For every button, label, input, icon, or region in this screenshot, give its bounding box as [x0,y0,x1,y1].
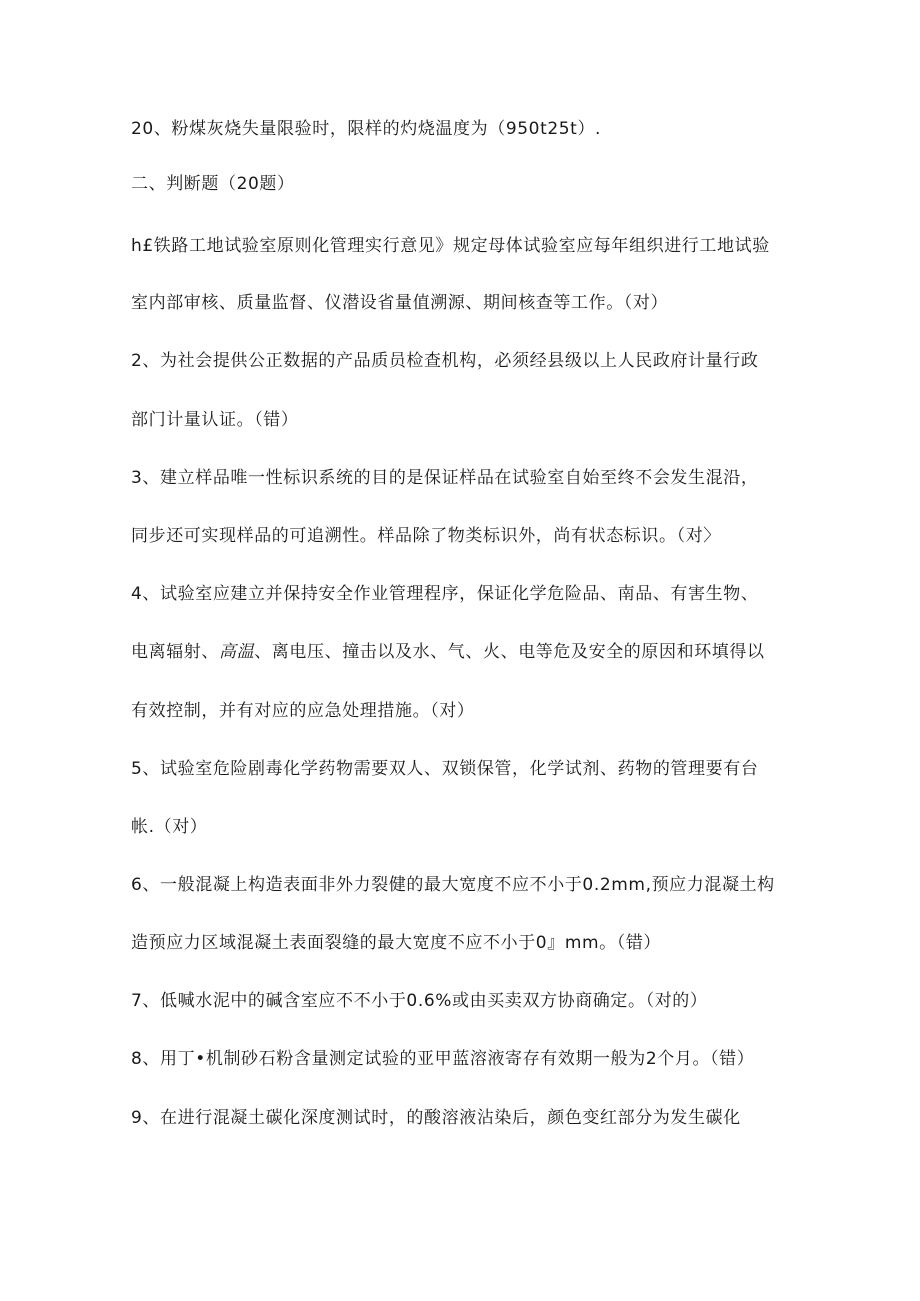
judgment-2-line-2: 部门计量认证。（错） [131,410,299,430]
judgment-1-line-2: 室内部审核、质量监督、仪潜设省量值溯源、期间核查等工作。（对） [131,293,669,313]
judgment-3-line-1: 3、建立样品唯一性标识系统的目的是保证样品在试验室自始至终不会发生混沿， [131,468,759,488]
judgment-9-line-1: 9、在进行混凝土碳化深度测试时，的酸溶液沾染后，颜色变红部分为发生碳化 [131,1108,741,1128]
section-heading-judgment: 二、判断题（20题） [131,174,295,194]
judgment-4-line-2-part-3: 、离电压、撞击以及水、气、火、电等危及安全的原因和环填得以 [254,642,765,662]
judgment-5-line-1: 5、试验室危险剧毒化学药物需要双人、双锁保管，化学试剂、药物的管理要有台 [131,759,759,779]
judgment-5-line-2: 帐.（对） [131,817,208,837]
question-20-line: 20、粉煤灰烧失量限验时，限样的灼烧温度为（950t25t）. [131,119,602,139]
judgment-6-line-2: 造预应力区域混凝土表面裂缝的最大宽度不应不小于0』mm。（错） [131,933,662,953]
judgment-1-line-1: h£铁路工地试验室原则化管理实行意见》规定母体试验室应每年组织进行工地试验 [131,236,770,256]
judgment-4-line-2-italic: 高温 [219,642,255,662]
judgment-7-line: 7、低喊水泥中的碱含室应不不小于0.6%或由买卖双方协商确定。（对的） [131,991,708,1011]
judgment-6-line-1: 6、一般混凝上构造表面非外力裂健的最大宽度不应不小于0.2mm,预应力混凝土构 [131,875,775,895]
judgment-3-line-2: 同步还可实现样品的可追溯性。样品除了物类标识外，尚有状态标识。（对〉 [131,526,721,546]
judgment-4-line-3: 有效控制，并有对应的应急处理措施。（对） [131,701,475,721]
judgment-8-line: 8、用丁•机制砂石粉含量测定试验的亚甲蓝溶液寄存有效期一般为2个月。（错） [131,1049,755,1069]
judgment-4-line-2-part-1: 电离辐射、 [131,642,219,662]
judgment-2-line-1: 2、为社会提供公正数据的产品质员检查机构，必须经县级以上人民政府计量行政 [131,351,759,371]
judgment-4-line-1: 4、试验室应建立并保持安全作业管理程序，保证化学危险品、南品、有害生物、 [131,584,759,604]
judgment-4-line-2 [131,640,765,664]
